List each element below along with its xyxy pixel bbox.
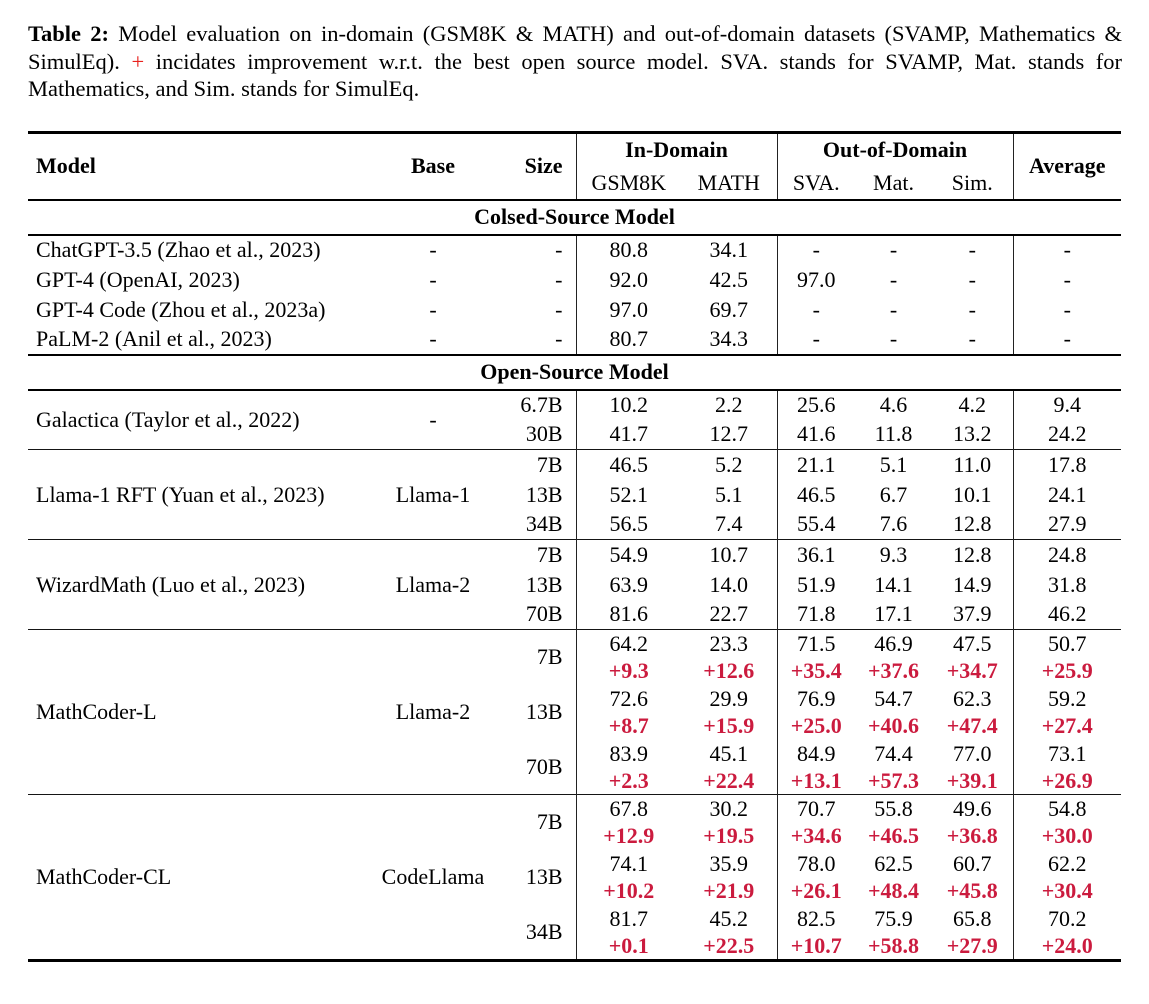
cell-mat: 6.7 <box>879 481 908 507</box>
cell-base: - <box>429 237 437 262</box>
caption-text-after: incidates improvement w.r.t. the best open source model. SVA. stands for SVAMP, Mat. stands for Mathematics, and Sim. stands for SimulEq. <box>28 48 1123 101</box>
cell-gsm8k: +0.1 <box>576 933 681 961</box>
results-table <box>28 131 1121 962</box>
cell-average: 24.2 <box>1013 420 1121 450</box>
cell-mat: 74.4 <box>874 740 913 766</box>
cell-base: - <box>429 266 437 292</box>
cell-sva: 51.9 <box>777 570 855 600</box>
cell-math: 29.9 <box>709 685 748 711</box>
cell-sva: 55.4 <box>777 510 855 540</box>
cell-sva: 76.9 <box>777 685 855 713</box>
model-block <box>28 235 1121 355</box>
cell-mat: 9.3 <box>879 541 908 567</box>
cell-mat: 46.9 <box>874 630 913 656</box>
cell-size: 30B <box>525 421 563 447</box>
caption-plus-mark: + <box>131 48 145 74</box>
cell-gsm8k: +12.9 <box>576 823 681 850</box>
cell-average: 31.8 <box>1013 570 1121 600</box>
cell-gsm8k: 80.7 <box>576 325 681 355</box>
cell-size: - <box>555 237 563 262</box>
cell-gsm8k: 81.7 <box>576 905 681 933</box>
cell-sim: +27.9 <box>946 932 998 958</box>
cell-average: 73.1 <box>1013 740 1121 768</box>
cell-mat: +48.4 <box>867 878 920 903</box>
cell-gsm8k: 63.9 <box>576 570 681 600</box>
cell-gsm8k: 52.1 <box>576 480 681 510</box>
cell-math: +22.4 <box>703 767 755 793</box>
cell-size: - <box>555 296 563 322</box>
cell-sim: 14.9 <box>953 571 992 597</box>
cell-average: 46.2 <box>1013 600 1121 630</box>
cell-math: +19.5 <box>703 823 755 848</box>
cell-average: 50.7 <box>1013 630 1121 658</box>
cell-sim: - <box>968 326 976 351</box>
header-mat: Mat. <box>873 169 914 195</box>
cell-size: 13B <box>525 699 563 724</box>
header-sva: SVA. <box>777 167 855 200</box>
cell-sim: - <box>968 237 976 262</box>
cell-gsm8k: 54.9 <box>576 540 681 570</box>
header-sim: Sim. <box>951 169 993 195</box>
caption-label: Table 2: <box>28 21 109 46</box>
table-row <box>28 540 1121 570</box>
cell-average: 9.4 <box>1013 390 1121 420</box>
cell-math: 12.7 <box>709 421 748 447</box>
cell-math: 34.3 <box>709 326 748 351</box>
section-title-row <box>28 200 1121 235</box>
cell-average: 62.2 <box>1013 850 1121 878</box>
cell-sim: +47.4 <box>946 713 998 738</box>
cell-mat: 17.1 <box>874 601 913 627</box>
cell-average: 24.8 <box>1013 540 1121 570</box>
cell-sim: 12.8 <box>953 541 992 567</box>
cell-model: MathCoder-CL <box>36 863 172 889</box>
cell-mat: - <box>889 326 898 351</box>
model-block <box>28 390 1121 450</box>
cell-gsm8k: +8.7 <box>576 713 681 740</box>
cell-gsm8k: +9.3 <box>576 658 681 685</box>
cell-sim: +45.8 <box>946 878 998 903</box>
cell-base: CodeLlama <box>381 863 485 889</box>
cell-sva: 71.8 <box>777 600 855 630</box>
cell-math: 2.2 <box>715 392 743 417</box>
cell-sva: 82.5 <box>777 905 855 933</box>
cell-math: 42.5 <box>709 266 748 292</box>
cell-sim: +39.1 <box>946 767 998 793</box>
cell-math: 7.4 <box>715 511 743 537</box>
cell-sim: 37.9 <box>953 601 992 627</box>
cell-size: - <box>555 266 563 292</box>
cell-sim: - <box>968 296 976 322</box>
cell-size: 34B <box>525 918 563 944</box>
cell-sva: - <box>777 325 855 355</box>
cell-base: - <box>429 406 437 432</box>
cell-math: 34.1 <box>709 237 748 262</box>
section-header <box>28 355 1121 390</box>
cell-average: 17.8 <box>1013 450 1121 480</box>
header-in-domain: In-Domain <box>576 133 777 167</box>
cell-model: Llama-1 RFT (Yuan et al., 2023) <box>36 481 325 507</box>
header-base: Base <box>411 153 455 179</box>
cell-mat: 14.1 <box>874 571 913 597</box>
table-header <box>28 133 1121 200</box>
cell-model: PaLM-2 (Anil et al., 2023) <box>36 326 272 351</box>
cell-sim: 49.6 <box>953 795 992 821</box>
cell-sva: +25.0 <box>777 713 855 740</box>
cell-mat: +37.6 <box>867 658 920 683</box>
cell-math: 14.0 <box>709 571 748 597</box>
cell-math: +12.6 <box>703 658 755 683</box>
cell-size: - <box>555 326 563 351</box>
cell-gsm8k: 74.1 <box>576 850 681 878</box>
cell-average: 70.2 <box>1013 905 1121 933</box>
cell-sva: +34.6 <box>777 823 855 850</box>
cell-sva: +13.1 <box>777 768 855 795</box>
table-row <box>28 390 1121 420</box>
cell-mat: +40.6 <box>867 713 920 738</box>
cell-size: 7B <box>536 644 563 670</box>
cell-gsm8k: 92.0 <box>576 265 681 295</box>
cell-gsm8k: 83.9 <box>576 740 681 768</box>
cell-average: +27.4 <box>1013 713 1121 740</box>
cell-math: 69.7 <box>709 296 748 322</box>
cell-sim: 10.1 <box>953 481 992 507</box>
cell-math: 22.7 <box>709 601 748 627</box>
cell-mat: 55.8 <box>874 795 913 821</box>
cell-math: 5.1 <box>715 481 743 507</box>
cell-sim: 12.8 <box>953 511 992 537</box>
cell-sva: 25.6 <box>777 390 855 420</box>
cell-size: 6.7B <box>520 392 563 417</box>
cell-average: 59.2 <box>1013 685 1121 713</box>
header-math: MATH <box>697 169 760 195</box>
cell-model: GPT-4 Code (Zhou et al., 2023a) <box>36 296 326 322</box>
cell-model: MathCoder-L <box>36 699 157 724</box>
cell-sva: 71.5 <box>777 630 855 658</box>
cell-average: 24.1 <box>1013 480 1121 510</box>
cell-sva: +26.1 <box>777 878 855 905</box>
cell-mat: 62.5 <box>874 850 913 876</box>
table-caption <box>28 20 1122 103</box>
cell-math: 45.2 <box>709 905 748 931</box>
cell-sva: 97.0 <box>777 265 855 295</box>
cell-average: +30.0 <box>1013 823 1121 850</box>
cell-model: Galactica (Taylor et al., 2022) <box>36 406 300 432</box>
cell-sim: 60.7 <box>953 850 992 876</box>
cell-average: +26.9 <box>1013 768 1121 795</box>
cell-math: 5.2 <box>715 451 743 477</box>
cell-average: - <box>1013 265 1121 295</box>
cell-math: 10.7 <box>709 541 748 567</box>
cell-sva: +10.7 <box>777 933 855 961</box>
cell-sim: 13.2 <box>953 421 992 447</box>
cell-sim: 4.2 <box>958 392 986 417</box>
cell-sim: 77.0 <box>953 740 992 766</box>
cell-mat: 4.6 <box>879 392 908 417</box>
table-row <box>28 795 1121 823</box>
table-row <box>28 325 1121 355</box>
cell-size: 13B <box>525 481 563 507</box>
cell-sim: 47.5 <box>953 630 992 656</box>
cell-base: Llama-1 <box>395 481 471 507</box>
header-gsm8k: GSM8K <box>576 167 681 200</box>
cell-sva: 36.1 <box>777 540 855 570</box>
table-row <box>28 235 1121 265</box>
cell-base: - <box>429 296 437 322</box>
model-block <box>28 450 1121 540</box>
header-size: Size <box>524 153 563 179</box>
cell-math: 45.1 <box>709 740 748 766</box>
cell-math: 23.3 <box>709 630 748 656</box>
cell-sim: 62.3 <box>953 685 992 711</box>
model-block <box>28 795 1121 961</box>
cell-gsm8k: +10.2 <box>576 878 681 905</box>
cell-sva: - <box>777 235 855 265</box>
cell-sva: 78.0 <box>777 850 855 878</box>
cell-size: 13B <box>525 571 563 597</box>
cell-sim: 65.8 <box>953 905 992 931</box>
cell-mat: - <box>889 266 898 292</box>
cell-sva: 46.5 <box>777 480 855 510</box>
cell-average: +24.0 <box>1013 933 1121 961</box>
cell-average: +25.9 <box>1013 658 1121 685</box>
cell-mat: +46.5 <box>867 823 920 848</box>
cell-average: 54.8 <box>1013 795 1121 823</box>
header-out-of-domain: Out-of-Domain <box>777 133 1013 167</box>
cell-gsm8k: 81.6 <box>576 600 681 630</box>
cell-math: 30.2 <box>709 795 748 821</box>
cell-gsm8k: 97.0 <box>576 295 681 325</box>
cell-mat: - <box>889 296 898 322</box>
cell-gsm8k: 67.8 <box>576 795 681 823</box>
cell-average: - <box>1013 235 1121 265</box>
cell-gsm8k: +2.3 <box>576 768 681 795</box>
cell-size: 34B <box>525 511 563 537</box>
cell-mat: +58.8 <box>867 932 920 958</box>
cell-gsm8k: 72.6 <box>576 685 681 713</box>
cell-gsm8k: 10.2 <box>576 390 681 420</box>
table-row <box>28 450 1121 480</box>
model-block <box>28 540 1121 630</box>
cell-math: 35.9 <box>709 850 748 876</box>
cell-model: GPT-4 (OpenAI, 2023) <box>36 266 240 292</box>
cell-sva: - <box>777 295 855 325</box>
table-row <box>28 265 1121 295</box>
cell-gsm8k: 41.7 <box>576 420 681 450</box>
header-model: Model <box>36 153 96 179</box>
cell-sim: +34.7 <box>946 658 998 683</box>
cell-sva: 41.6 <box>777 420 855 450</box>
cell-model: ChatGPT-3.5 (Zhao et al., 2023) <box>36 237 321 262</box>
cell-model: WizardMath (Luo et al., 2023) <box>36 571 306 597</box>
table-row <box>28 295 1121 325</box>
cell-gsm8k: 46.5 <box>576 450 681 480</box>
cell-gsm8k: 64.2 <box>576 630 681 658</box>
cell-base: Llama-2 <box>395 571 471 597</box>
model-block <box>28 630 1121 795</box>
cell-size: 13B <box>525 864 563 889</box>
section-header <box>28 200 1121 235</box>
cell-mat: 7.6 <box>879 511 908 537</box>
cell-math: +15.9 <box>703 713 755 738</box>
cell-sva: 70.7 <box>777 795 855 823</box>
cell-sim: - <box>968 266 976 292</box>
cell-gsm8k: 80.8 <box>576 235 681 265</box>
cell-size: 70B <box>525 753 563 779</box>
cell-size: 7B <box>536 541 563 567</box>
section-title: Open-Source Model <box>480 359 669 384</box>
cell-average: 27.9 <box>1013 510 1121 540</box>
cell-mat: 54.7 <box>874 685 913 711</box>
cell-mat: 5.1 <box>879 451 908 477</box>
header-average: Average <box>1013 133 1121 200</box>
cell-math: +22.5 <box>703 932 755 958</box>
cell-mat: 75.9 <box>874 905 913 931</box>
cell-sim: 11.0 <box>953 451 992 477</box>
cell-math: +21.9 <box>703 878 755 903</box>
cell-base: - <box>429 326 437 351</box>
cell-average: +30.4 <box>1013 878 1121 905</box>
cell-mat: +57.3 <box>867 767 920 793</box>
cell-size: 70B <box>525 601 563 627</box>
cell-sim: +36.8 <box>946 823 998 848</box>
cell-sva: 84.9 <box>777 740 855 768</box>
cell-size: 7B <box>536 451 563 477</box>
cell-size: 7B <box>536 809 563 835</box>
cell-base: Llama-2 <box>395 699 471 724</box>
table-row <box>28 630 1121 658</box>
cell-sva: +35.4 <box>777 658 855 685</box>
section-title: Colsed-Source Model <box>474 204 675 229</box>
cell-mat: - <box>889 237 898 262</box>
cell-average: - <box>1013 295 1121 325</box>
cell-mat: 11.8 <box>874 421 913 447</box>
cell-sva: 21.1 <box>777 450 855 480</box>
table-2-wrapper <box>28 131 1121 962</box>
section-title-row <box>28 355 1121 390</box>
cell-gsm8k: 56.5 <box>576 510 681 540</box>
cell-average: - <box>1013 325 1121 355</box>
caption-text-before: Model evaluation on in-domain (GSM8K & MATH) and out-of-domain datasets (SVAMP, Mathematics & SimulEq). <box>28 21 1122 74</box>
